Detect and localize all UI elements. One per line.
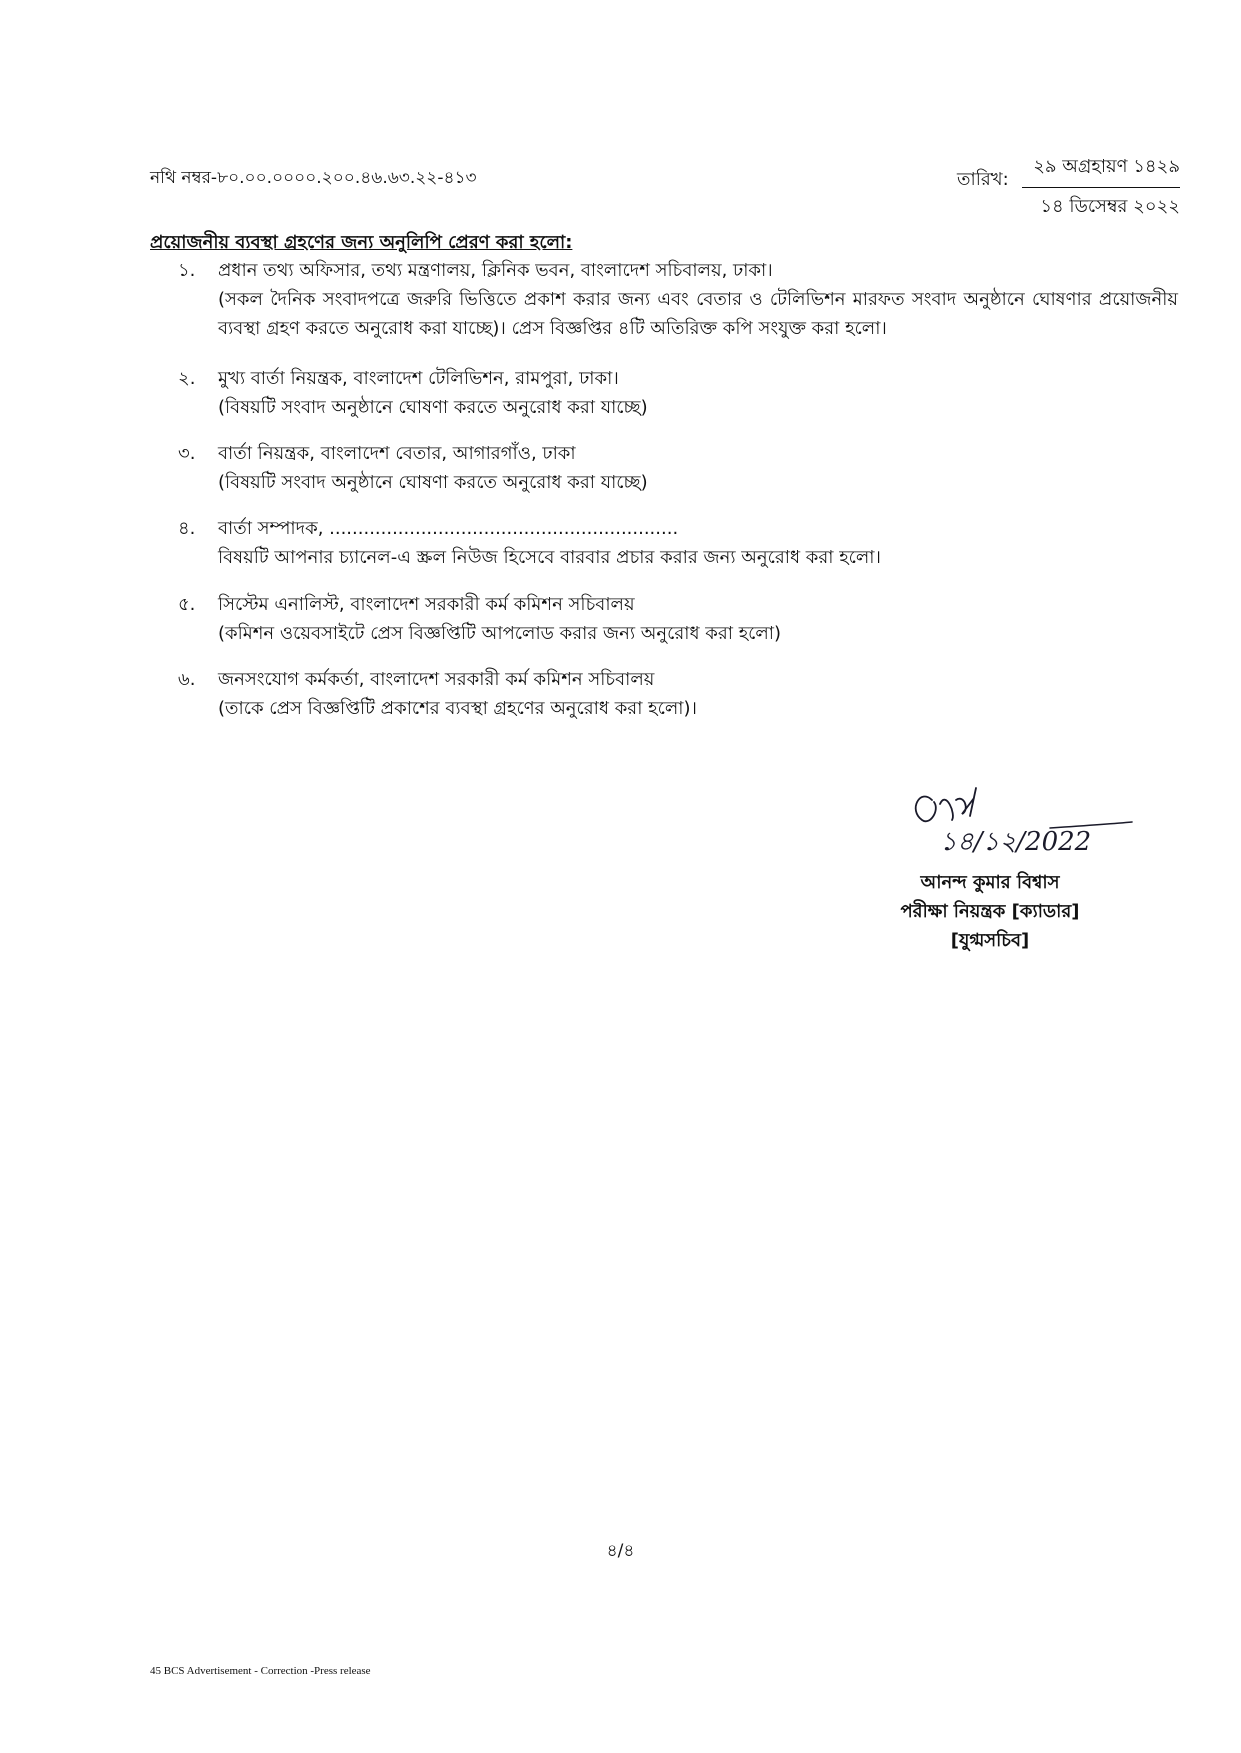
item-recipient: বার্তা নিয়ন্ত্রক, বাংলাদেশ বেতার, আগারগাঁও, ঢাকা — [218, 443, 576, 464]
item-number: ৫. — [178, 594, 196, 615]
signature-date: ১৪/১২/2022 — [940, 827, 1092, 857]
date-english: ১৪ ডিসেম্বর ২০২২ — [1040, 196, 1180, 217]
list-item — [178, 439, 1178, 497]
item-recipient: মুখ্য বার্তা নিয়ন্ত্রক, বাংলাদেশ টেলিভিশন, রামপুরা, ঢাকা। — [218, 368, 619, 389]
signatory-name: আনন্দ কুমার বিশ্বাস — [920, 872, 1060, 893]
item-note: (সকল দৈনিক সংবাদপত্রে জরুরি ভিত্তিতে প্রকাশ করার জন্য এবং বেতার ও টেলিভিশন মারফত সংবাদ অনুষ্ঠানে ঘোষণার প্রয়োজনীয় ব্যবস্থা গ্রহণ করতে অনুরোধ করা যাচ্ছে)। প্রেস বিজ্ঞপ্তির ৪টি অতিরিক্ত কপি সংযুক্ত করা হলো। — [218, 289, 1178, 339]
item-number: ৬. — [178, 669, 196, 690]
date-bangla: ২৯ অগ্রহায়ণ ১৪২৯ — [1022, 152, 1180, 188]
item-recipient: প্রধান তথ্য অফিসার, তথ্য মন্ত্রণালয়, ক্লিনিক ভবন, বাংলাদেশ সচিবালয়, ঢাকা। — [218, 260, 773, 281]
item-recipient: বার্তা সম্পাদক, ............................................................. — [218, 518, 679, 539]
item-note: (কমিশন ওয়েবসাইটে প্রেস বিজ্ঞপ্তিটি আপলোড করার জন্য অনুরোধ করা হলো) — [218, 623, 782, 644]
item-recipient: সিস্টেম এনালিস্ট, বাংলাদেশ সরকারী কর্ম কমিশন সচিবালয় — [218, 594, 635, 615]
date-label: তারিখ: — [957, 169, 1009, 190]
item-number: ৪. — [178, 518, 196, 539]
item-note: (বিষয়টি সংবাদ অনুষ্ঠানে ঘোষণা করতে অনুরোধ করা যাচ্ছে) — [218, 472, 648, 493]
list-item — [178, 514, 1178, 572]
signatory-designation: পরীক্ষা নিয়ন্ত্রক [ক্যাডার] — [900, 901, 1080, 922]
list-item — [178, 364, 1178, 422]
item-recipient: জনসংযোগ কর্মকর্তা, বাংলাদেশ সরকারী কর্ম কমিশন সচিবালয় — [218, 669, 655, 690]
list-item — [178, 665, 1178, 723]
date-block — [1022, 152, 1180, 223]
footer-filename: 45 BCS Advertisement - Correction -Press release — [150, 1665, 371, 1677]
item-note: বিষয়টি আপনার চ্যানেল-এ স্ক্রল নিউজ হিসেবে বারবার প্রচার করার জন্য অনুরোধ করা হলো। — [218, 547, 881, 568]
signatory-block — [860, 868, 1120, 955]
page-number: ৪/৪ — [606, 1541, 635, 1561]
signatory-rank: [যুগ্মসচিব] — [950, 930, 1030, 951]
item-note: (তাকে প্রেস বিজ্ঞপ্তিটি প্রকাশের ব্যবস্থা গ্রহণের অনুরোধ করা হলো)। — [218, 698, 697, 719]
item-number: ৩. — [178, 443, 196, 464]
list-item — [178, 256, 1178, 343]
handwritten-signature — [900, 780, 1140, 860]
list-item — [178, 590, 1178, 648]
distribution-heading: প্রয়োজনীয় ব্যবস্থা গ্রহণের জন্য অনুলিপি প্রেরণ করা হলো: — [150, 232, 573, 253]
item-note: (বিষয়টি সংবাদ অনুষ্ঠানে ঘোষণা করতে অনুরোধ করা যাচ্ছে) — [218, 397, 648, 418]
item-number: ২. — [178, 368, 196, 389]
item-number: ১. — [178, 260, 196, 281]
memo-number: নথি নম্বর-৮০.০০.০০০০.২০০.৪৬.৬৩.২২-৪১৩ — [150, 168, 477, 188]
